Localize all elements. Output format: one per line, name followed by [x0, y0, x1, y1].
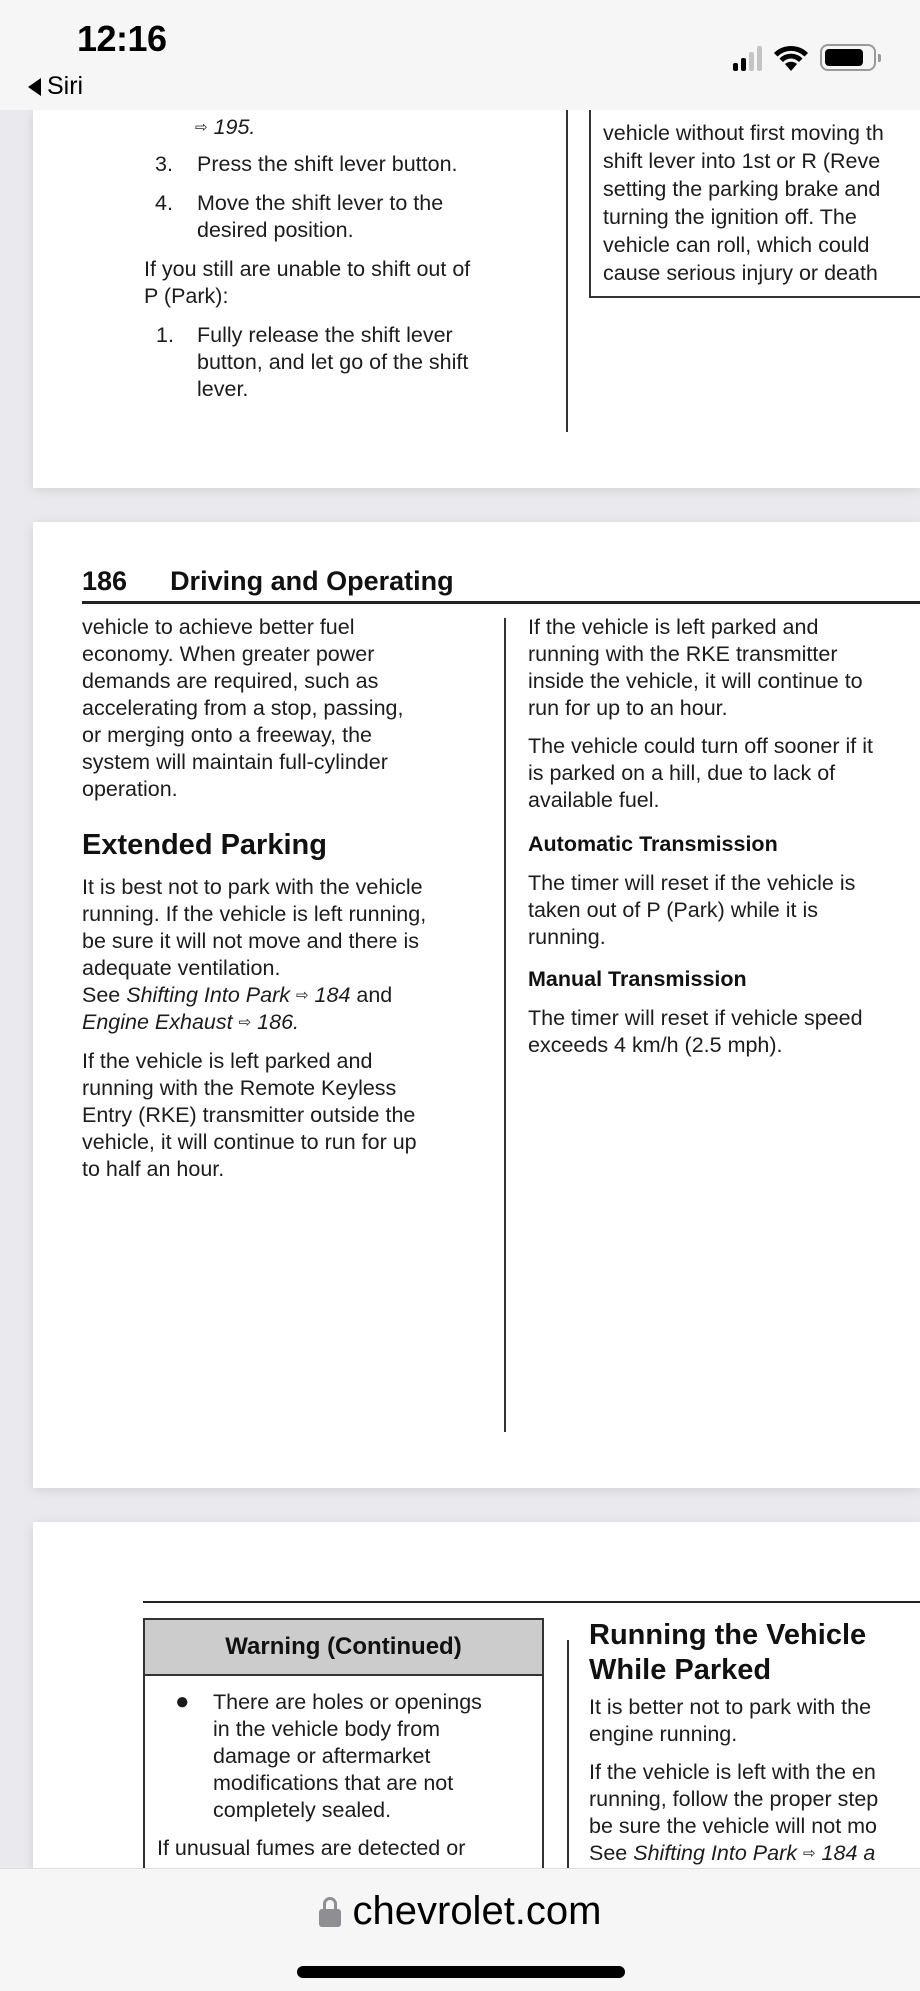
url-domain: chevrolet.com — [352, 1889, 602, 1933]
section-heading: Running the Vehicle While Parked — [589, 1619, 867, 1686]
back-to-siri-button[interactable] — [28, 72, 83, 101]
page-header — [82, 566, 454, 597]
back-app-label: Siri — [47, 72, 84, 100]
paragraph: It is better not to park with the engine running. — [589, 1695, 872, 1746]
home-indicator[interactable] — [297, 1966, 625, 1978]
step-number: 4. — [155, 191, 173, 215]
step-number: 1. — [156, 323, 174, 347]
paragraph-line: If you still are unable to shift out of — [144, 257, 471, 281]
step-text: button, and let go of the shift — [197, 350, 469, 374]
section-title: Driving and Operating — [170, 566, 454, 596]
header-rule — [143, 1601, 920, 1603]
paragraph: The vehicle could turn off sooner if it is parked on a hill, due to lack of available fuel. — [528, 734, 873, 812]
paragraph-line: P (Park): — [144, 284, 229, 308]
warning-box — [589, 110, 920, 298]
intro-paragraph: vehicle to achieve better fuel economy. When greater power demands are required, such as accelerating from a stop, passing, or merging onto a freeway, the system will maintain full-cylinder operation. — [82, 615, 404, 801]
step-text: Fully release the shift lever — [197, 323, 453, 347]
battery-icon — [820, 44, 876, 71]
warning-line: vehicle can roll, which could — [603, 233, 870, 257]
warning-line: turning the ignition off. The — [603, 205, 857, 229]
step-text: desired position. — [197, 218, 354, 242]
paragraph: If the vehicle is left parked and running with the RKE transmitter inside the vehicle, it will continue to run for up to an hour. — [528, 615, 863, 720]
back-arrow-icon — [28, 78, 41, 96]
column-divider — [504, 618, 506, 1432]
reference-arrow-icon: ⇨ — [195, 119, 208, 136]
step-text: Move the shift lever to the — [197, 191, 444, 215]
link-shifting-into-park[interactable]: Shifting Into Park ⇨ 184 — [126, 983, 351, 1007]
header-rule — [82, 601, 920, 604]
warning-line: If unusual fumes are detected or — [157, 1836, 466, 1860]
paragraph: The timer will reset if the vehicle is taken out of P (Park) while it is running. — [528, 871, 856, 949]
manual-page-186 — [33, 522, 920, 1488]
warning-line: shift lever into 1st or R (Reve — [603, 149, 881, 173]
warning-title: Warning (Continued) — [145, 1620, 542, 1676]
page-reference[interactable]: ⇨ 195. — [195, 115, 256, 139]
subheading: Automatic Transmission — [528, 832, 778, 856]
browser-url-bar[interactable] — [0, 1868, 920, 1991]
subheading: Manual Transmission — [528, 967, 747, 991]
manual-page-185 — [33, 110, 920, 488]
reference-arrow-icon: ⇨ — [295, 987, 309, 1004]
status-icons — [733, 44, 876, 71]
paragraph: It is best not to park with the vehicle running. If the vehicle is left running, be sure it will not move and there is adequate ventilation. See Shifting Into Park ⇨ 184 and Engine Exhaust ⇨ 186. — [82, 875, 427, 1034]
section-heading: Extended Parking — [82, 829, 327, 861]
bullet-icon: ● — [175, 1688, 190, 1715]
cellular-signal-icon — [733, 45, 762, 71]
paragraph: The timer will reset if vehicle speed exceeds 4 km/h (2.5 mph). — [528, 1006, 863, 1057]
paragraph: If the vehicle is left parked and running with the Remote Keyless Entry (RKE) transmitter outside the vehicle, it will continue to run for up to half an hour. — [82, 1049, 417, 1181]
status-bar — [0, 0, 920, 110]
warning-line: vehicle without first moving th — [603, 121, 884, 145]
page-number: 186 — [82, 566, 128, 596]
warning-bullet-text: There are holes or openings in the vehicle body from damage or aftermarket modifications that are not completely sealed. — [213, 1690, 482, 1822]
url-field[interactable] — [0, 1889, 920, 1934]
reference-arrow-icon: ⇨ — [238, 1014, 252, 1031]
step-number: 3. — [155, 152, 173, 176]
reference-arrow-icon: ⇨ — [802, 1845, 816, 1862]
warning-line: cause serious injury or death — [603, 261, 878, 285]
column-divider — [566, 110, 568, 432]
clock: 12:16 — [77, 18, 167, 59]
step-text: lever. — [197, 377, 249, 401]
step-text: Press the shift lever button. — [197, 152, 458, 176]
wifi-icon — [774, 45, 808, 71]
lock-icon — [319, 1897, 341, 1927]
link-engine-exhaust[interactable]: Engine Exhaust ⇨ 186. — [82, 1010, 300, 1034]
link-shifting-into-park[interactable]: Shifting Into Park ⇨ 184 a — [633, 1841, 876, 1865]
paragraph: If the vehicle is left with the en running, follow the proper step be sure the vehicle will not mo See Shifting Into Park ⇨ 184 a — [589, 1760, 879, 1865]
warning-line: setting the parking brake and — [603, 177, 881, 201]
